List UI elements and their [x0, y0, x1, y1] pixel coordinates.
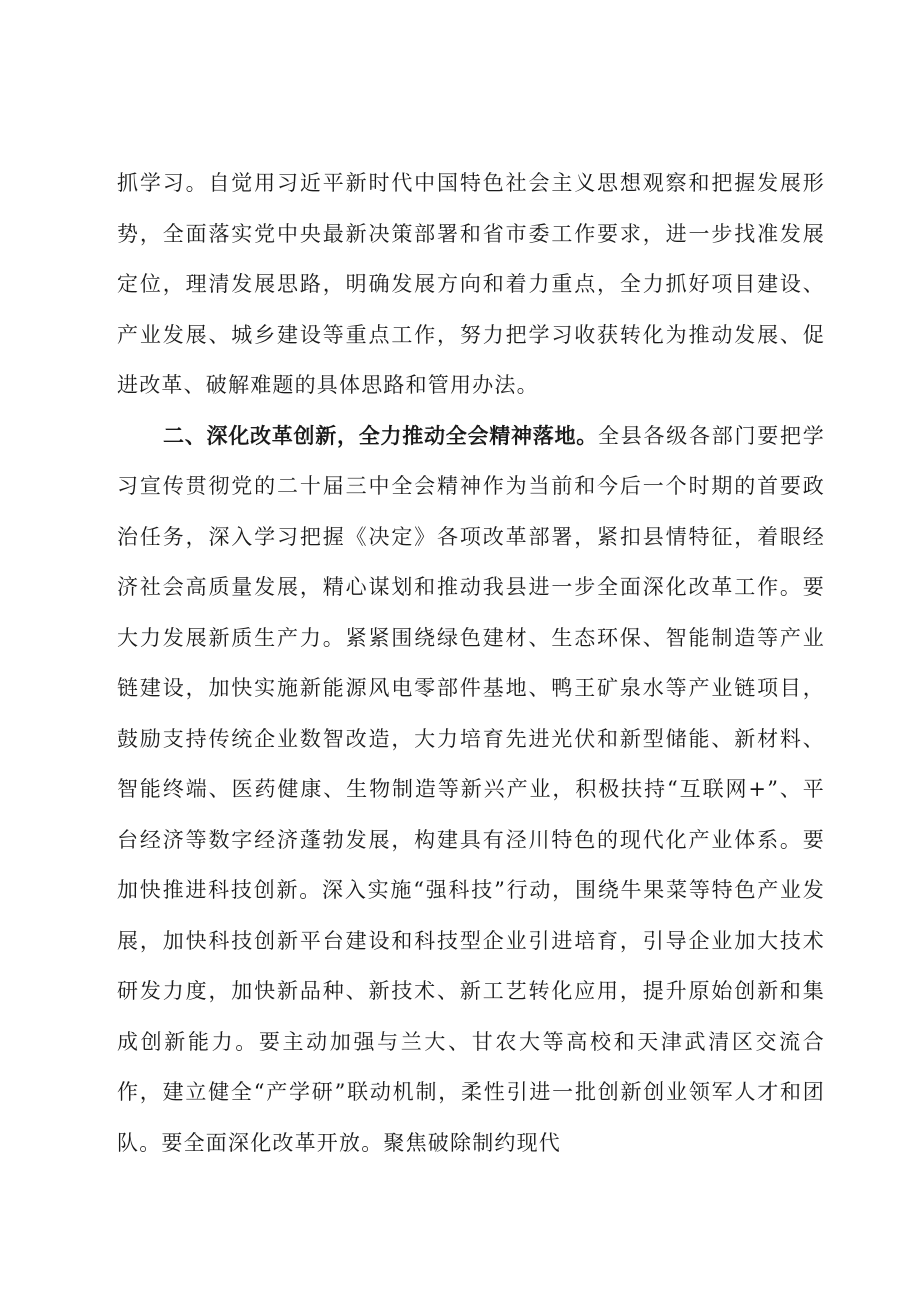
section-heading: 二、深化改革创新，全力推动全会精神落地。	[163, 423, 599, 448]
paragraph-continued: 抓学习。自觉用习近平新时代中国特色社会主义思想观察和把握发展形势，全面落实党中央最新决策部署和省市委工作要求，进一步找准发展定位，理清发展思路，明确发展方向和着力重点，全力抓好项目建设、产业发展、城乡建设等重点工作，努力把学习收获转化为推动发展、促进改革、破解难题的具体思路和管用办法。	[117, 171, 825, 397]
document-body	[117, 158, 825, 1168]
paragraph-section-two	[117, 411, 825, 1169]
section-body: 全县各级各部门要把学习宣传贯彻党的二十届三中全会精神作为当前和今后一个时期的首要政治任务，深入学习把握《决定》各项改革部署，紧扣县情特征，着眼经济社会高质量发展，精心谋划和推动我县进一步全面深化改革工作。要大力发展新质生产力。紧紧围绕绿色建材、生态环保、智能制造等产业链建设，加快实施新能源风电零部件基地、鸭王矿泉水等产业链项目，鼓励支持传统企业数智改造，大力培育先进光伏和新型储能、新材料、智能终端、医药健康、生物制造等新兴产业，积极扶持“互联网+”、平台经济等数字经济蓬勃发展，构建具有泾川特色的现代化产业体系。要加快推进科技创新。深入实施“强科技”行动，围绕牛果菜等特色产业发展，加快科技创新平台建设和科技型企业引进培育，引导企业加大技术研发力度，加快新品种、新技术、新工艺转化应用，提升原始创新和集成创新能力。要主动加强与兰大、甘农大等高校和天津武清区交流合作，建立健全“产学研”联动机制，柔性引进一批创新创业领军人才和团队。要全面深化改革开放。聚焦破除制约现代	[117, 423, 826, 1155]
